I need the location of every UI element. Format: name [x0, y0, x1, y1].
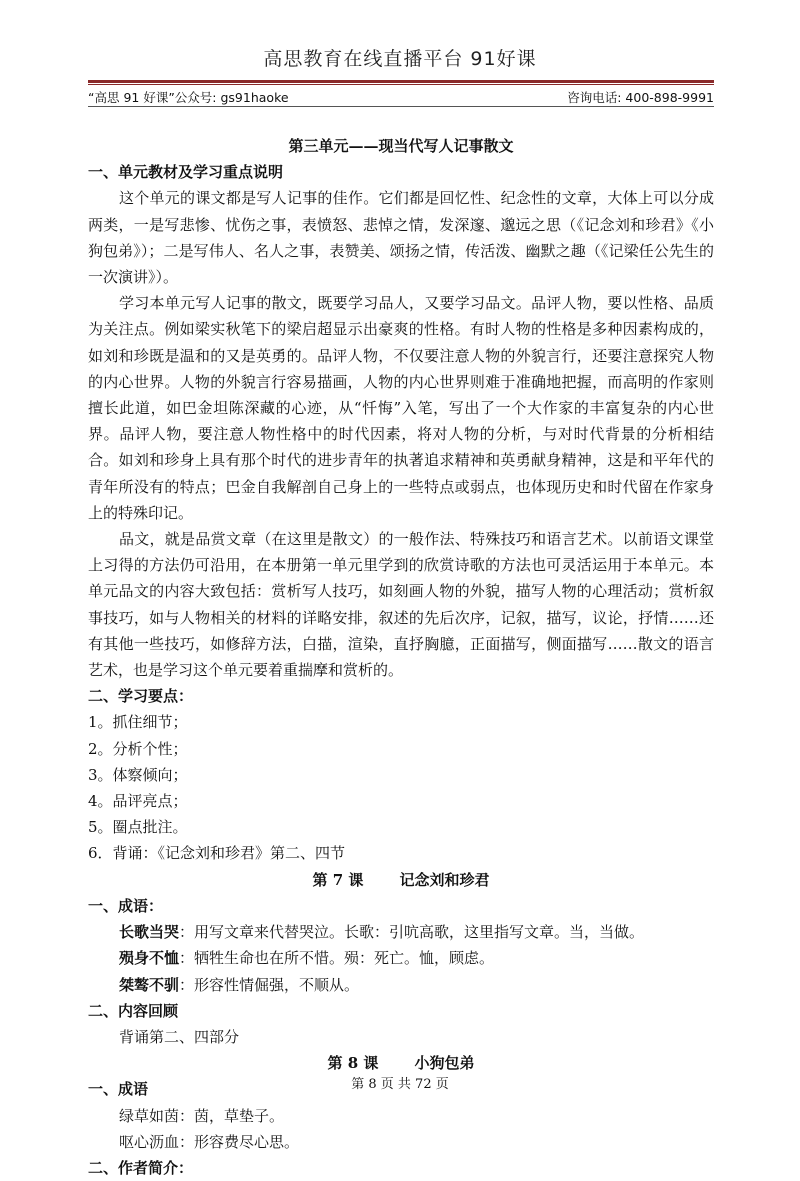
idiom-term: 殒身不恤: [119, 949, 180, 968]
section-heading: 二、学习要点：: [88, 687, 194, 706]
lesson-name: 小狗包弟: [414, 1054, 475, 1073]
idiom-item: [88, 919, 714, 945]
idiom-item: [88, 945, 714, 971]
idiom-definition: ：用写文章来代替哭泣。长歌：引吭高歌，这里指写文章。当，当做。: [179, 923, 645, 942]
subheader-divider: [88, 106, 714, 107]
section-heading: 一、单元教材及学习重点说明: [88, 163, 284, 182]
document-body: [88, 133, 714, 1181]
page-number: 第 8 页 共 72 页: [351, 1077, 449, 1092]
idiom-item: 绿草如茵：茵，草垫子。: [119, 1106, 285, 1125]
list-item: 1。抓住细节；: [88, 713, 188, 732]
idiom-item: [88, 972, 714, 998]
section-heading: 一、成语：: [88, 896, 164, 915]
list-item: 6．背诵：《记念刘和珍君》第二、四节: [88, 844, 346, 863]
wechat-info: “高思 91 好课”公众号: gs91haoke: [88, 90, 289, 105]
list-item: 4。品评亮点；: [88, 792, 188, 811]
idiom-term: 桀骜不驯: [119, 975, 180, 994]
list-item: 3。体察倾向；: [88, 765, 188, 784]
review-text: 背诵第二、四部分: [119, 1027, 240, 1046]
idiom-term: 长歌当哭: [119, 923, 180, 942]
section-heading: 二、内容回顾: [88, 1001, 179, 1020]
list-item: 2。分析个性；: [88, 739, 188, 758]
idiom-definition: ：牺牲生命也在所不惜。殒：死亡。恤，顾虑。: [179, 949, 495, 968]
lesson-title: [88, 867, 714, 893]
header-divider: [88, 80, 714, 83]
idiom-item: 呕心沥血：形容费尽心思。: [119, 1132, 300, 1151]
lesson-number: 第 8 课: [327, 1054, 379, 1073]
section-heading: 二、作者简介：: [88, 1158, 194, 1177]
list-item: 5。圈点批注。: [88, 818, 188, 837]
unit-title: 第三单元——现当代写人记事散文: [288, 137, 514, 155]
paragraph: 这个单元的课文都是写人记事的佳作。它们都是回忆性、纪念性的文章，大体上可以分成两类，一是写悲惨、忧伤之事，表愤怒、悲悼之情，发深邃、邈远之思（《记念刘和珍君》《小狗包弟》）；二是写伟人、名人之事，表赞美、颂扬之情，传活泼、幽默之趣（《记梁任公先生的一次演讲》）。: [88, 189, 714, 287]
section-heading: 一、成语: [88, 1080, 149, 1099]
idiom-definition: ：形容性情倔强，不顺从。: [179, 975, 360, 994]
paragraph: 品文，就是品赏文章（在这里是散文）的一般作法、特殊技巧和语言艺术。以前语文课堂上习得的方法仍可沿用，在本册第一单元里学到的欣赏诗歌的方法也可灵活运用于本单元。本单元品文的内容大致包括：赏析写人技巧，如刻画人物的外貌，描写人物的心理活动；赏析叙事技巧，如与人物相关的材料的详略安排，叙述的先后次序，记叙，描写，议论，抒情……还有其他一些技巧，如修辞方法，白描，渲染，直抒胸臆，正面描写，侧面描写……散文的语言艺术，也是学习这个单元要着重揣摩和赏析的。: [88, 530, 714, 680]
lesson-name: 记念刘和珍君: [399, 870, 490, 889]
lesson-number: 第 7 课: [312, 870, 364, 889]
paragraph: 学习本单元写人记事的散文，既要学习品人，又要学习品文。品评人物，要以性格、品质为关注点。例如梁实秋笔下的梁启超显示出豪爽的性格。有时人物的性格是多种因素构成的，如刘和珍既是温和的又是英勇的。品评人物，不仅要注意人物的外貌言行，还要注意探究人物的内心世界。人物的外貌言行容易描画，人物的内心世界则难于准确地把握，而高明的作家则擅长此道，如巴金坦陈深藏的心迹，从“忏悔”入笔，写出了一个大作家的丰富复杂的内心世界。品评人物，要注意人物性格中的时代因素，将对人物的分析，与对时代背景的分析相结合。如刘和珍身上具有那个时代的进步青年的执著追求精神和英勇献身精神，这是和平年代的青年所没有的特点；巴金自我解剖自己身上的一些特点或弱点，也体现历史和时代留在作家身上的特殊印记。: [88, 294, 714, 522]
phone-info: 咨询电话: 400-898-9991: [567, 90, 714, 105]
header-title: 高思教育在线直播平台 91好课: [263, 48, 537, 70]
header-divider-thin: [88, 84, 714, 85]
